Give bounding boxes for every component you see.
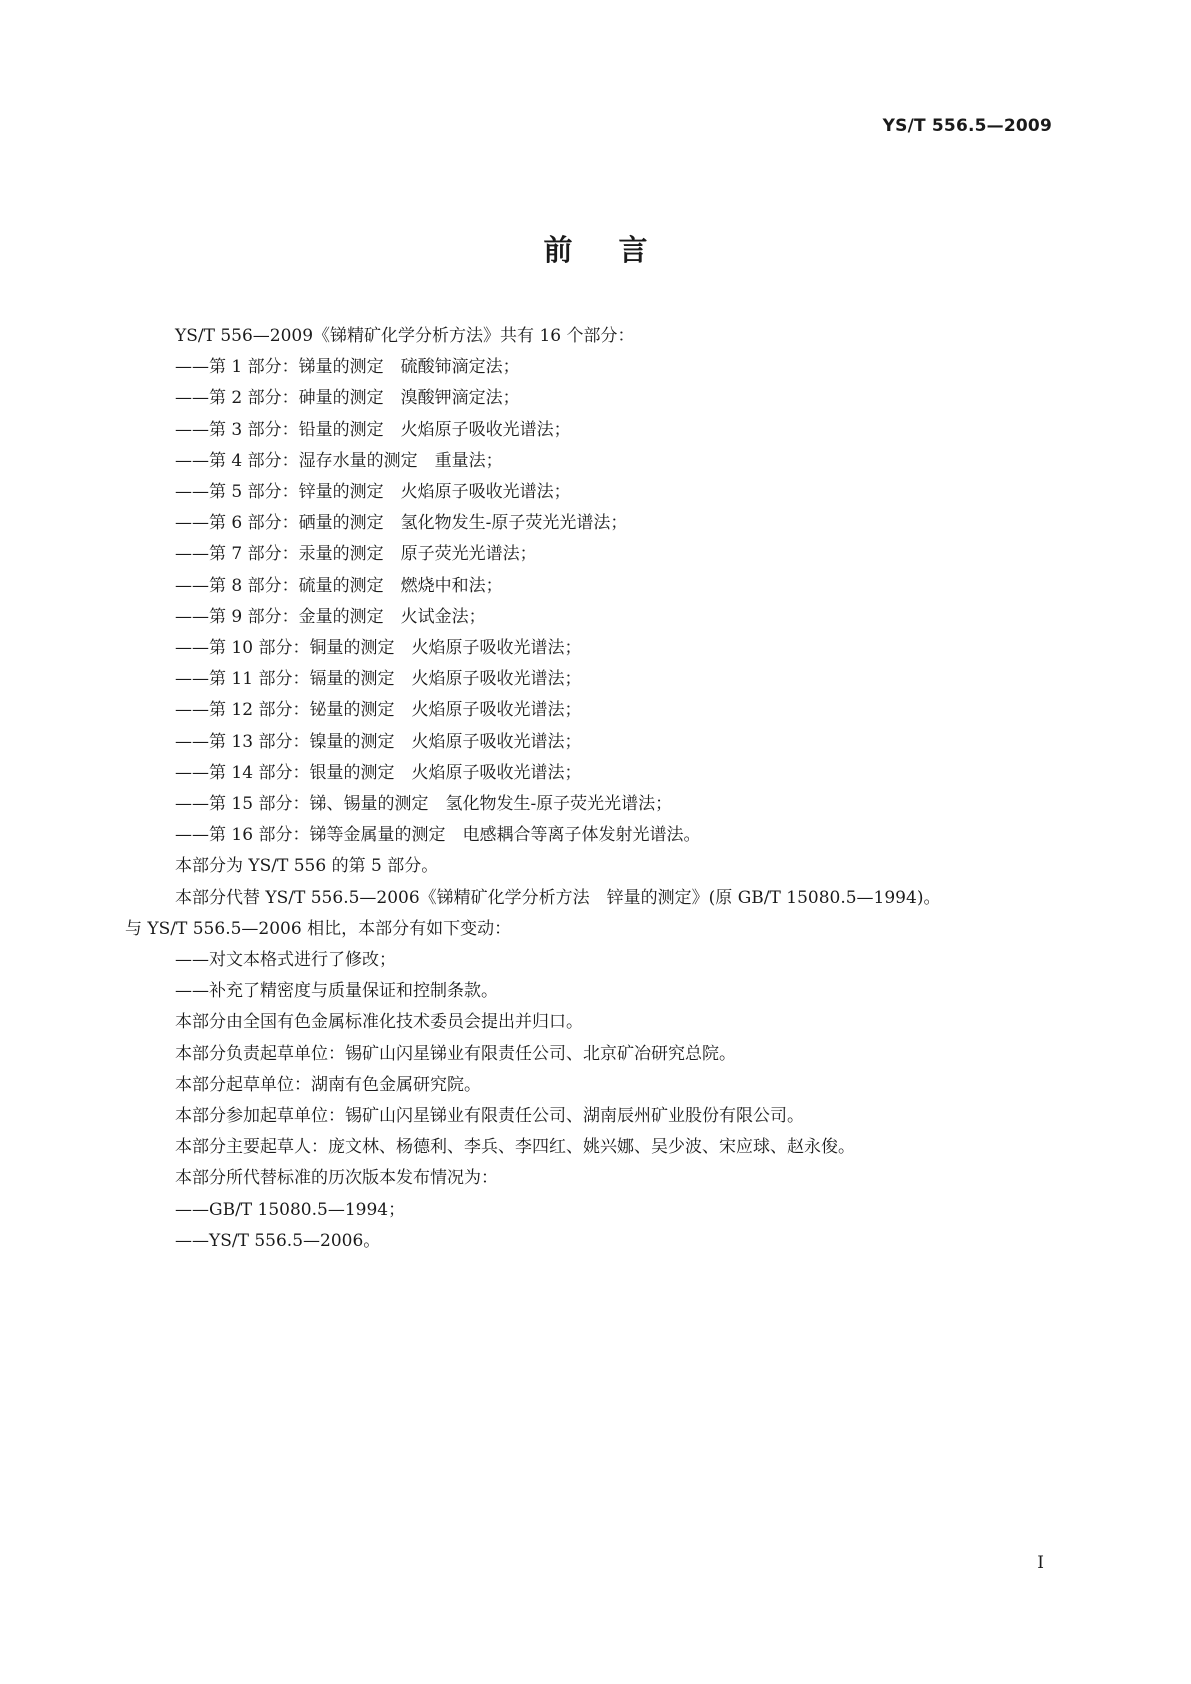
part-item: ——第 14 部分：银量的测定 火焰原子吸收光谱法； [175, 762, 582, 783]
replacement-statement: 本部分代替 YS/T 556.5—2006《锑精矿化学分析方法 锌量的测定》(原 GB/T 15080.5—1994)。 [175, 887, 941, 908]
part-item: ——第 15 部分：锑、锡量的测定 氢化物发生-原子荧光光谱法； [175, 794, 673, 815]
proposed-by: 本部分由全国有色金属标准化技术委员会提出并归口。 [175, 1012, 583, 1033]
change-item: ——补充了精密度与质量保证和控制条款。 [175, 981, 498, 1002]
part-item: ——第 12 部分：铋量的测定 火焰原子吸收光谱法； [175, 700, 582, 721]
part-item: ——第 10 部分：铜量的测定 火焰原子吸收光谱法； [175, 638, 582, 659]
history-intro: 本部分所代替标准的历次版本发布情况为： [175, 1168, 498, 1189]
part-item: ——第 9 部分：金量的测定 火试金法； [175, 606, 486, 627]
drafter: 本部分起草单位：湖南有色金属研究院。 [175, 1074, 481, 1095]
part-item: ——第 2 部分：砷量的测定 溴酸钾滴定法； [175, 388, 520, 409]
main-drafters: 本部分主要起草人：庞文林、杨德利、李兵、李四红、姚兴娜、吴少波、宋应球、赵永俊。 [175, 1137, 855, 1158]
replacement-continuation: 与 YS/T 556.5—2006 相比，本部分有如下变动： [125, 918, 512, 939]
responsible-drafter: 本部分负责起草单位：锡矿山闪星锑业有限责任公司、北京矿冶研究总院。 [175, 1043, 736, 1064]
page-title: 前言 [543, 233, 694, 267]
page-number: I [1037, 1553, 1044, 1573]
part-item: ——第 8 部分：硫量的测定 燃烧中和法； [175, 575, 503, 596]
history-item: ——GB/T 15080.5—1994； [175, 1199, 406, 1220]
part-statement: 本部分为 YS/T 556 的第 5 部分。 [175, 856, 439, 877]
part-item: ——第 6 部分：硒量的测定 氢化物发生-原子荧光光谱法； [175, 513, 628, 534]
part-item: ——第 1 部分：锑量的测定 硫酸铈滴定法； [175, 357, 520, 378]
part-item: ——第 4 部分：湿存水量的测定 重量法； [175, 450, 503, 471]
change-item: ——对文本格式进行了修改； [175, 950, 396, 971]
part-item: ——第 11 部分：镉量的测定 火焰原子吸收光谱法； [175, 669, 582, 690]
part-item: ——第 3 部分：铅量的测定 火焰原子吸收光谱法； [175, 419, 571, 440]
foreword-body [125, 321, 1070, 1257]
part-item: ——第 13 部分：镍量的测定 火焰原子吸收光谱法； [175, 731, 582, 752]
participating-drafters: 本部分参加起草单位：锡矿山闪星锑业有限责任公司、湖南辰州矿业股份有限公司。 [175, 1106, 804, 1127]
part-item: ——第 7 部分：汞量的测定 原子荧光光谱法； [175, 544, 537, 565]
history-item: ——YS/T 556.5—2006。 [175, 1230, 381, 1251]
part-item: ——第 5 部分：锌量的测定 火焰原子吸收光谱法； [175, 482, 571, 503]
part-item: ——第 16 部分：锑等金属量的测定 电感耦合等离子体发射光谱法。 [175, 825, 701, 846]
intro-paragraph: YS/T 556—2009《锑精矿化学分析方法》共有 16 个部分： [175, 326, 635, 346]
standard-code: YS/T 556.5—2009 [882, 116, 1052, 136]
